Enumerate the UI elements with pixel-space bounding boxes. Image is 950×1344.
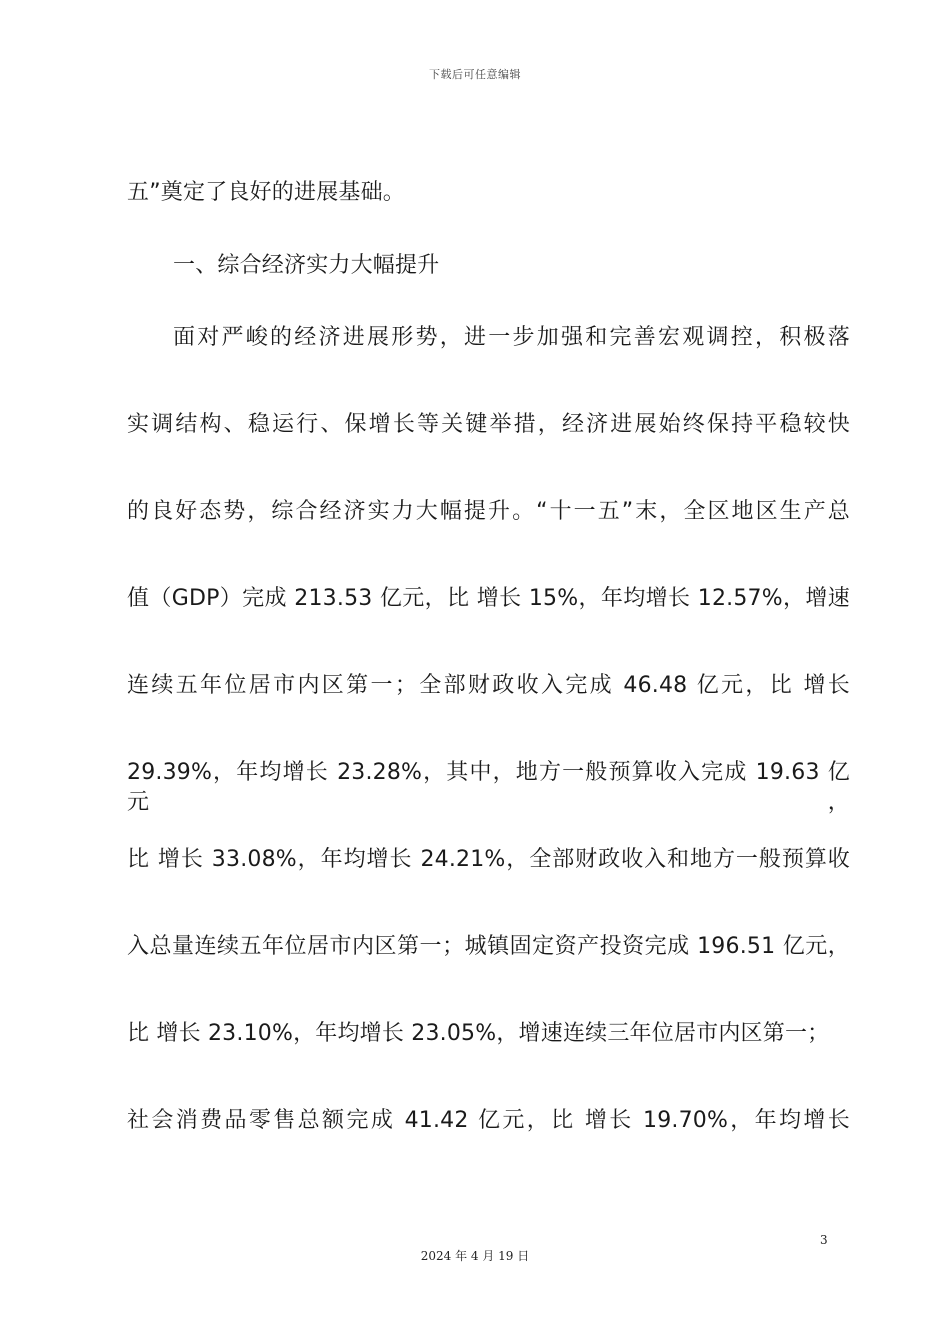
body-line: 值（GDP）完成 213.53 亿元，比 增长 15%，年均增长 12.57%，增速	[127, 586, 850, 611]
body-line: 入总量连续五年位居市内区第一；城镇固定资产投资完成 196.51 亿元，	[127, 934, 850, 959]
body-line: 连续五年位居市内区第一；全部财政收入完成 46.48 亿元，比 增长	[127, 673, 850, 698]
body-line: 29.39%，年均增长 23.28%，其中，地方一般预算收入完成 19.63 亿元，	[127, 760, 850, 815]
page-number: 3	[820, 1233, 828, 1247]
body-line: 比 增长 33.08%，年均增长 24.21%，全部财政收入和地方一般预算收	[127, 847, 850, 872]
body-line: 面对严峻的经济进展形势，进一步加强和完善宏观调控，积极落	[173, 325, 850, 350]
section-heading: 一、综合经济实力大幅提升	[173, 253, 440, 278]
body-line: 社会消费品零售总额完成 41.42 亿元，比 增长 19.70%，年均增长	[127, 1108, 850, 1133]
footer-date: 2024 年 4 月 19 日	[420, 1249, 530, 1263]
body-line: 比 增长 23.10%，年均增长 23.05%，增速连续三年位居市内区第一；	[127, 1021, 830, 1046]
page-header: 下载后可任意编辑	[429, 68, 521, 81]
body-line: 的良好态势，综合经济实力大幅提升。“十一五”末，全区地区生产总	[127, 499, 850, 524]
body-line: 实调结构、稳运行、保增长等关键举措，经济进展始终保持平稳较快	[127, 412, 850, 437]
body-line: 五”奠定了良好的进展基础。	[127, 180, 405, 205]
